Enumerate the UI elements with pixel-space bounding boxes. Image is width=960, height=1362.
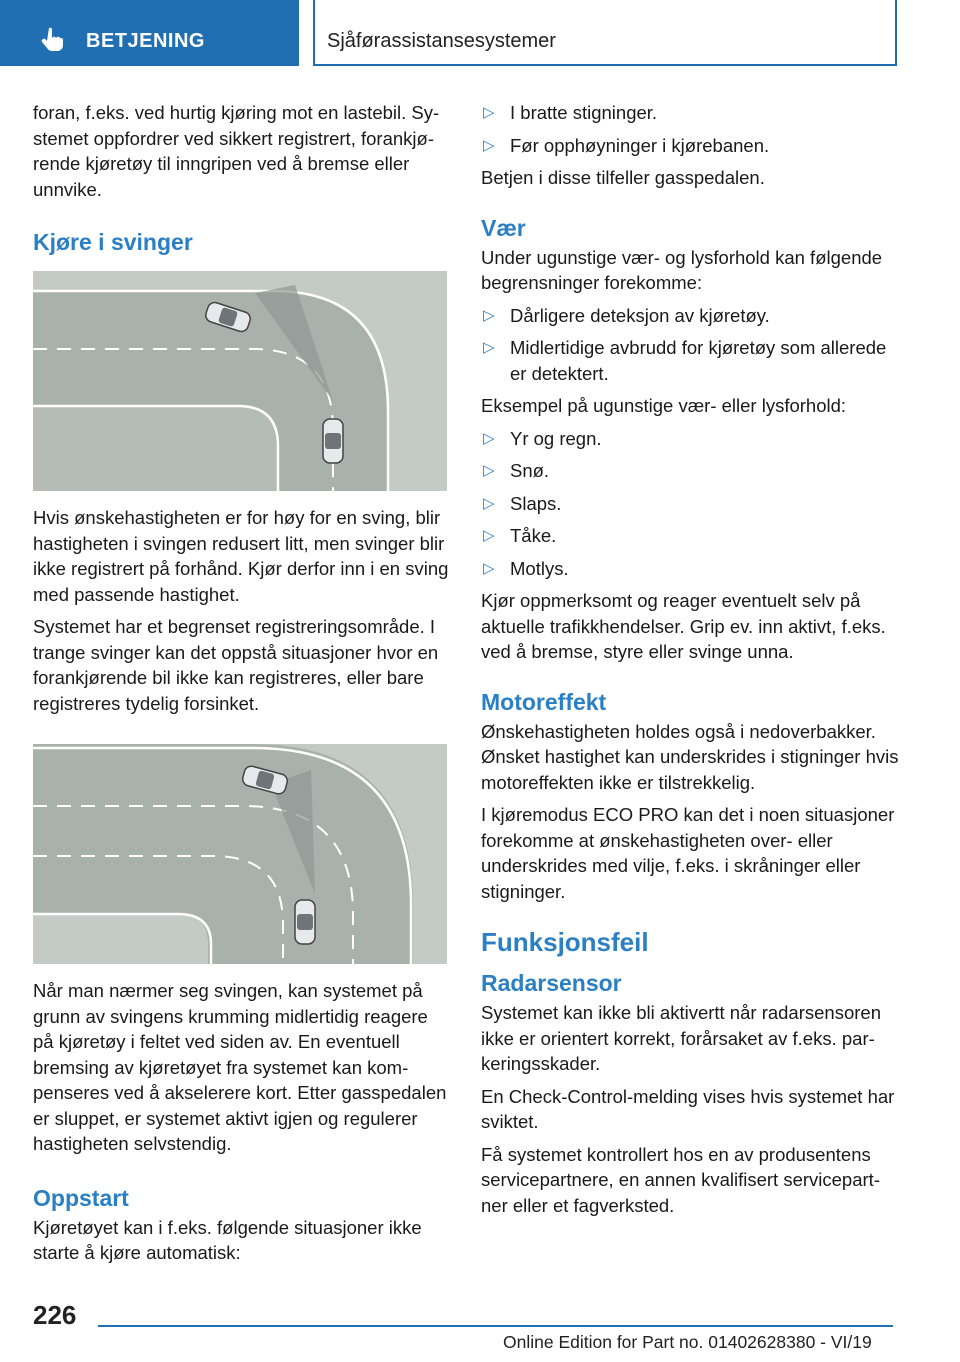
paragraph-radar-1: Systemet kan ikke bli aktivertt når radarsensoren ikke er orientert korrekt, forårsaket av f.eks. parkeringsskader. — [481, 1002, 881, 1074]
paragraph-radar-2: En Check-Control-melding vises hvis systemet har sviktet. — [481, 1085, 895, 1132]
footer-edition: Online Edition for Part no. 01402628380 - VI/19 — [503, 1332, 872, 1352]
list-item: ▷ Motlys. — [481, 556, 899, 582]
list-item: ▷ Dårligere deteksjon av kjøretøy. — [481, 303, 899, 329]
list-item: ▷ I bratte stigninger. — [481, 100, 899, 126]
paragraph-eksempel: Eksempel på ugunstige vær- eller lysforhold: — [481, 395, 847, 416]
heading-radarsensor: Radarsensor — [481, 970, 622, 996]
paragraph-vaer: Under ugunstige vær- og lysforhold kan følgende begrensninger forekomme: — [481, 246, 883, 293]
triangle-bullet-icon: ▷ — [483, 104, 495, 121]
list-item: ▷ Slaps. — [481, 491, 899, 517]
section-tab — [0, 0, 299, 66]
footer-divider — [98, 1325, 893, 1327]
section-label: BETJENING — [86, 30, 205, 52]
triangle-bullet-icon: ▷ — [483, 306, 495, 324]
heading-kjore-i-svinger: Kjøre i svinger — [33, 229, 193, 255]
triangle-bullet-icon: ▷ — [483, 527, 495, 544]
paragraph-svinger-3: Når man nærmer seg svingen, kan systemet på grunn av svingens krumming midlertidig reagere på kjøretøy i feltet ved siden av. En eventuell bremsing av kjøretøyet fra systemet kan kompenseres ved å akselerere kort. Etter gasspedalen er sluppet, er systemet aktivt igjen og regulerer hastigheten selvstendig. — [33, 980, 447, 1154]
hand-pointer-icon — [40, 26, 66, 52]
paragraph-motor-2: I kjøremodus ECO PRO kan det i noen situasjoner forekomme at ønskehastigheten over- eller underskrides med vilje, f.eks. i skråninger eller stigninger. — [481, 804, 895, 902]
list-item: ▷ Midlertidige avbrudd for kjøretøy som allerede er detektert. — [483, 337, 887, 384]
right-column — [481, 100, 899, 1225]
paragraph-kjor: Kjør oppmerksomt og reager eventuelt selv på aktuelle trafikkhendelser. Grip ev. inn aktivt, f.eks. ved å bremse, styre eller svinge unna. — [481, 590, 886, 662]
bullets-oppstart — [481, 100, 899, 158]
bullets-vaer — [481, 303, 899, 387]
triangle-bullet-icon: ▷ — [483, 429, 495, 447]
triangle-bullet-icon: ▷ — [483, 462, 495, 479]
paragraph-betjen: Betjen i disse tilfeller gasspedalen. — [481, 167, 765, 188]
chapter-title-text: Sjåførassistansesystemer — [327, 30, 556, 52]
bullets-forhold — [481, 426, 899, 582]
page-number: 226 — [33, 1300, 77, 1330]
paragraph-oppstart: Kjøretøyet kan i f.eks. følgende situasjoner ikke starte å kjøre automatisk: — [33, 1216, 422, 1263]
triangle-bullet-icon: ▷ — [483, 494, 495, 512]
intro-paragraph: foran, f.eks. ved hurtig kjøring mot en lastebil. Systemet oppfordrer ved sikkert registrert, forankjørende kjøretøy til inngripen ved å bremse eller unnvike. — [33, 102, 440, 200]
heading-oppstart: Oppstart — [33, 1184, 129, 1211]
triangle-bullet-icon: ▷ — [483, 559, 495, 577]
paragraph-svinger-2: Systemet har et begrenset registreringsområde. I trange svinger kan det oppstå situasjoner hvor en forankjørende bil ikke kan registreres, eller bare registreres tydelig forsinket. — [33, 616, 439, 714]
paragraph-radar-3: Få systemet kontrollert hos en av produsentens servicepartnere, en annen kvalifisert servicepartner eller et fagverksted. — [481, 1143, 880, 1216]
heading-motoreffekt: Motoreffekt — [481, 688, 607, 715]
heading-vaer: Vær — [481, 214, 526, 241]
heading-funksjonsfeil: Funksjonsfeil — [481, 927, 649, 957]
paragraph-motor-1: Ønskehastigheten holdes også i nedoverbakker. Ønsket hastighet kan underskrides i stigninger hvis motoreffekten ikke er tilstrekkelig. — [481, 720, 899, 793]
list-item: ▷ Snø. — [481, 458, 899, 484]
triangle-bullet-icon: ▷ — [483, 339, 495, 356]
paragraph-svinger-1: Hvis ønskehastigheten er for høy for en sving, blir hastigheten i svingen redusert litt, men svinger blir ikke registrert på forhånd. Kjør derfor inn i en sving med passende hastighet. — [33, 507, 449, 605]
left-column — [33, 100, 451, 1273]
list-item: ▷ Yr og regn. — [481, 426, 899, 452]
chapter-title — [313, 0, 897, 66]
triangle-bullet-icon: ▷ — [483, 136, 495, 154]
curve-illustration-2 — [33, 744, 447, 964]
list-item: ▷ Før opphøyninger i kjørebanen. — [481, 133, 899, 159]
curve-illustration-1 — [33, 271, 447, 491]
list-item: ▷ Tåke. — [481, 523, 899, 549]
